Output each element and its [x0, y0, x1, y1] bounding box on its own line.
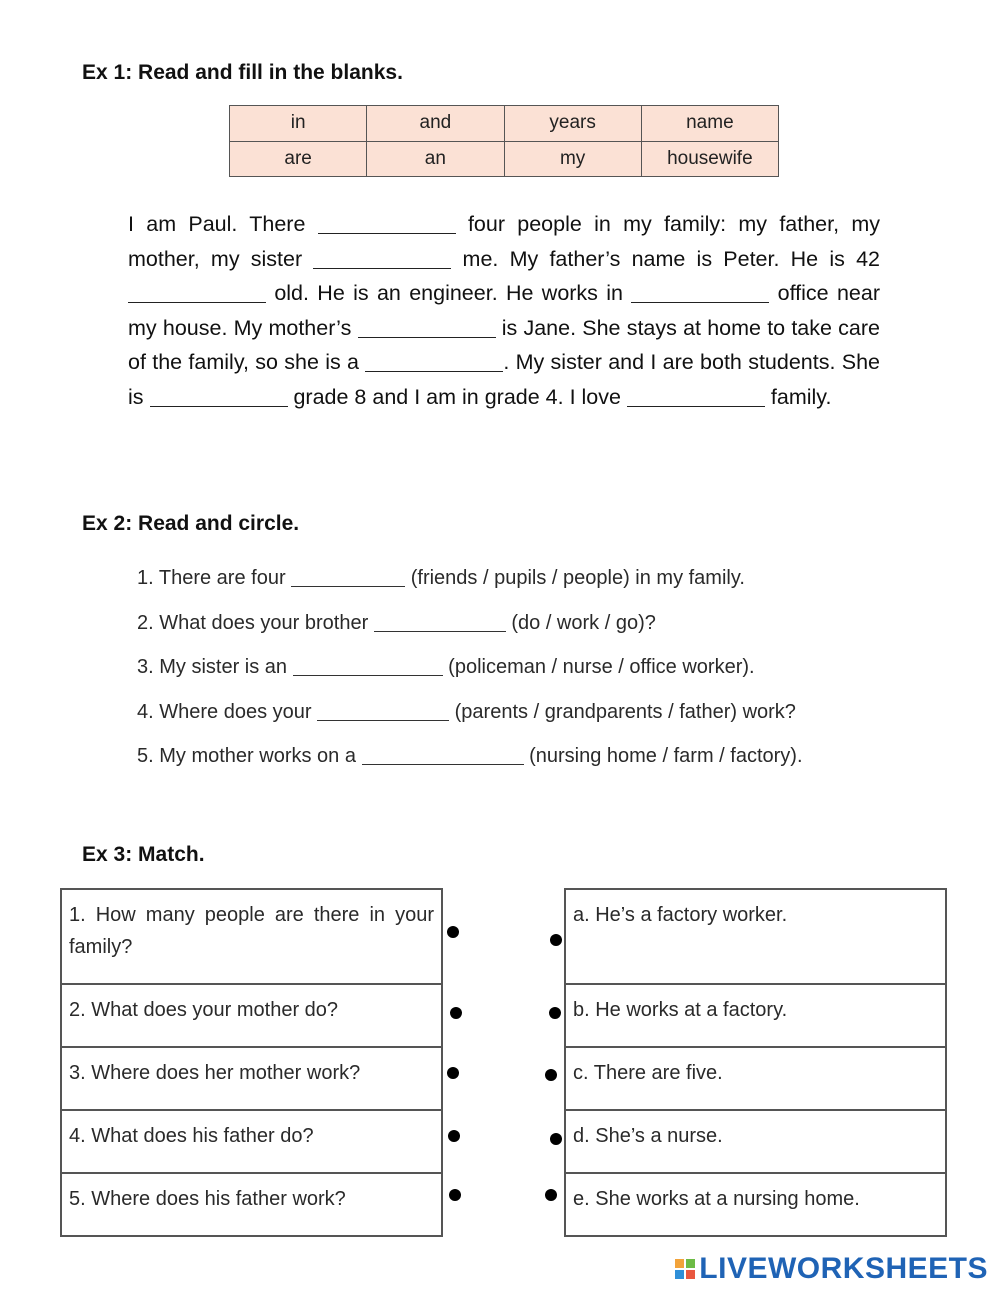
item-text: 2. What does your brother [137, 611, 374, 634]
item-options: (nursing home / farm / factory). [523, 745, 803, 767]
answer-cell: e. She works at a nursing home. [565, 1173, 946, 1236]
item-text: 4. Where does your [137, 700, 318, 723]
question-cell: 2. What does your mother do? [61, 984, 442, 1047]
passage-text: office near my house. My mother’s [128, 281, 880, 340]
answer-blank[interactable] [313, 246, 451, 269]
passage-text: four people in my family: my father, my mother, my sister [128, 212, 881, 271]
item-options: (do / work / go)? [505, 611, 656, 634]
passage-text: is Jane. She stays at home to take care of the family, so she is a [128, 315, 880, 375]
logo-square [686, 1259, 695, 1268]
match-dot-left-3[interactable] [447, 1067, 459, 1079]
item-text: 3. My sister is an [137, 656, 293, 678]
question-cell: 3. Where does her mother work? [61, 1047, 442, 1110]
table-row [61, 889, 442, 984]
answer-blank[interactable] [293, 655, 443, 676]
match-dot-right-b[interactable] [549, 1007, 561, 1019]
match-dot-left-5[interactable] [449, 1189, 461, 1201]
word-cell: in [230, 106, 367, 142]
list-item [137, 561, 897, 606]
match-dot-right-a[interactable] [550, 934, 562, 946]
logo-text: LIVEWORKSHEETS [699, 1252, 988, 1285]
answer-cell: d. She’s a nurse. [565, 1110, 946, 1173]
table-row [61, 1173, 442, 1236]
ex1-title: Ex 1: Read and fill in the blanks. [82, 61, 403, 84]
word-box [229, 105, 779, 177]
passage-text: old. He is an engineer. He works in [266, 281, 632, 306]
answer-blank[interactable] [291, 566, 405, 587]
match-dot-right-c[interactable] [545, 1069, 557, 1081]
answer-cell: c. There are five. [565, 1047, 946, 1110]
ex2-list [137, 561, 897, 784]
item-text: 5. My mother works on a [137, 745, 362, 767]
passage-text: I am Paul. There [128, 212, 318, 236]
table-row [565, 984, 946, 1047]
answers-table [564, 888, 947, 1237]
passage-text: . My sister and I are both students. She is [128, 350, 880, 409]
table-row [565, 1173, 946, 1236]
item-text: 1. There are four [137, 567, 292, 589]
answer-blank[interactable] [374, 611, 506, 632]
answer-cell: a. He’s a factory worker. [565, 889, 946, 984]
question-cell: 1. How many people are there in your family? [61, 889, 442, 984]
passage-text: family. [764, 384, 832, 409]
ex1-passage [128, 207, 880, 415]
logo-square [675, 1270, 684, 1279]
answer-blank[interactable] [317, 700, 449, 721]
ex2-title: Ex 2: Read and circle. [82, 512, 300, 535]
table-row [565, 1047, 946, 1110]
match-dot-right-e[interactable] [545, 1189, 557, 1201]
list-item [137, 606, 897, 651]
word-cell: housewife [641, 141, 778, 177]
table-row [565, 889, 946, 984]
list-item [137, 695, 897, 740]
match-dot-right-d[interactable] [550, 1133, 562, 1145]
word-cell: years [504, 106, 641, 142]
answer-blank[interactable] [150, 384, 288, 407]
answer-blank[interactable] [318, 212, 456, 235]
list-item [137, 650, 897, 695]
passage-text: me. My father’s name is Peter. He is 42 [451, 246, 880, 271]
question-cell: 5. Where does his father work? [61, 1173, 442, 1236]
answer-cell: b. He works at a factory. [565, 984, 946, 1047]
list-item [137, 739, 897, 784]
match-dot-left-4[interactable] [448, 1130, 460, 1142]
word-box-row [230, 106, 779, 142]
answer-blank[interactable] [128, 281, 266, 304]
word-cell: and [367, 106, 504, 142]
answer-blank[interactable] [358, 315, 496, 338]
logo-grid-icon [675, 1259, 695, 1279]
questions-table [60, 888, 443, 1237]
liveworksheets-logo [675, 1252, 988, 1286]
table-row [61, 984, 442, 1047]
item-options: (friends / pupils / people) in my family. [405, 567, 745, 589]
answer-blank[interactable] [365, 350, 503, 373]
match-dot-left-2[interactable] [450, 1007, 462, 1019]
item-options: (policeman / nurse / office worker). [442, 656, 755, 678]
table-row [61, 1110, 442, 1173]
ex3-title: Ex 3: Match. [82, 843, 205, 866]
word-cell: are [230, 141, 367, 177]
word-box-row [230, 141, 779, 177]
logo-square [686, 1270, 695, 1279]
answer-blank[interactable] [631, 281, 769, 304]
match-dot-left-1[interactable] [447, 926, 459, 938]
word-cell: an [367, 141, 504, 177]
word-cell: name [641, 106, 778, 142]
item-options: (parents / grandparents / father) work? [449, 700, 796, 723]
answer-blank[interactable] [362, 744, 524, 765]
logo-square [675, 1259, 684, 1268]
table-row [565, 1110, 946, 1173]
answer-blank[interactable] [627, 384, 765, 407]
table-row [61, 1047, 442, 1110]
word-cell: my [504, 141, 641, 177]
passage-text: grade 8 and I am in grade 4. I love [287, 384, 627, 409]
question-cell: 4. What does his father do? [61, 1110, 442, 1173]
